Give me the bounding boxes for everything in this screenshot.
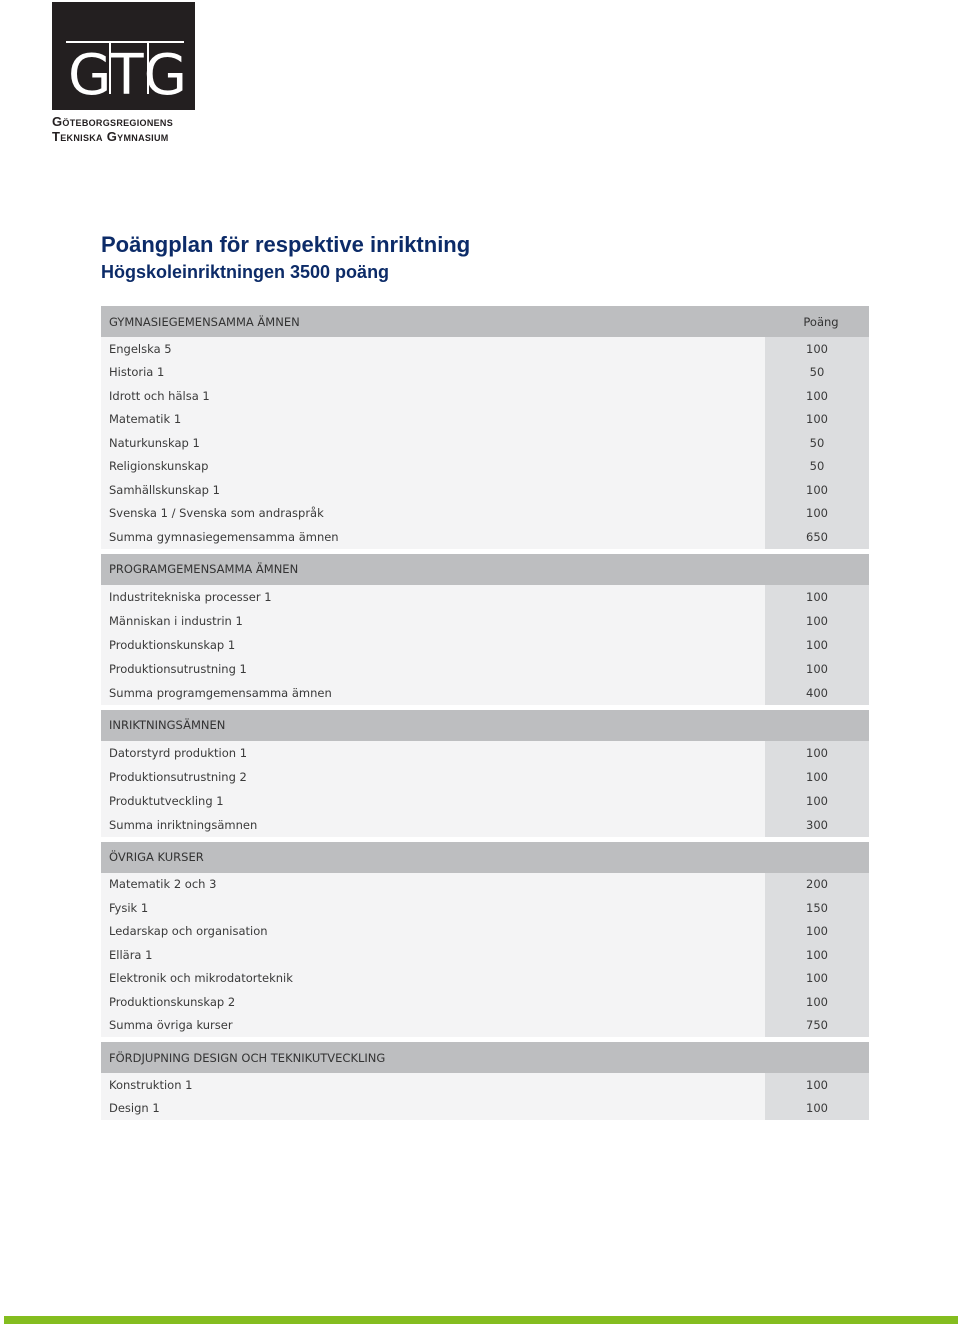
table-row <box>101 431 869 455</box>
logo-line1: Göteborgsregionens <box>52 114 174 129</box>
course-name: Engelska 5 <box>101 337 765 361</box>
course-points: 100 <box>765 609 869 633</box>
section-heading: PROGRAMGEMENSAMMA ÄMNEN <box>109 562 299 576</box>
course-name: Historia 1 <box>101 361 765 385</box>
course-name: Ledarskap och organisation <box>101 920 765 944</box>
sum-label: Summa gymnasiegemensamma ämnen <box>101 525 765 549</box>
section-inriktningsamnen <box>101 710 869 837</box>
points-heading: Poäng <box>803 314 839 329</box>
section-fordjupning <box>101 1042 869 1120</box>
section-header <box>101 1042 869 1073</box>
course-points: 150 <box>765 896 869 920</box>
course-points: 100 <box>765 990 869 1014</box>
course-name: Matematik 1 <box>101 408 765 432</box>
section-header <box>101 842 869 873</box>
table-row <box>101 633 869 657</box>
sum-row <box>101 525 869 549</box>
school-logo <box>52 2 195 110</box>
table-row <box>101 943 869 967</box>
course-name: Produktionskunskap 1 <box>101 633 765 657</box>
course-name: Människan i industrin 1 <box>101 609 765 633</box>
sum-label: Summa programgemensamma ämnen <box>101 681 765 705</box>
table-row <box>101 789 869 813</box>
course-name: Datorstyrd produktion 1 <box>101 741 765 765</box>
logo-line2: Tekniska Gymnasium <box>52 129 169 144</box>
section-heading: INRIKTNINGSÄMNEN <box>109 718 226 732</box>
course-points: 100 <box>765 633 869 657</box>
course-name: Produktutveckling 1 <box>101 789 765 813</box>
table-row <box>101 502 869 526</box>
sum-row <box>101 813 869 837</box>
course-points: 100 <box>765 920 869 944</box>
section-header <box>101 306 869 337</box>
table-row <box>101 337 869 361</box>
table-row <box>101 361 869 385</box>
course-name: Matematik 2 och 3 <box>101 873 765 897</box>
course-name: Produktionskunskap 2 <box>101 990 765 1014</box>
course-name: Samhällskunskap 1 <box>101 478 765 502</box>
course-points: 100 <box>765 765 869 789</box>
table-row <box>101 920 869 944</box>
page-subtitle: Högskoleinriktningen 3500 poäng <box>101 262 390 282</box>
course-name: Idrott och hälsa 1 <box>101 384 765 408</box>
table-row <box>101 896 869 920</box>
table-row <box>101 1097 869 1121</box>
logo-text <box>52 114 202 144</box>
section-gymnasiegemensamma <box>101 306 869 549</box>
course-name: Naturkunskap 1 <box>101 431 765 455</box>
course-name: Religionskunskap <box>101 455 765 479</box>
course-points: 100 <box>765 1097 869 1121</box>
section-header <box>101 554 869 585</box>
table-row <box>101 609 869 633</box>
course-points: 100 <box>765 741 869 765</box>
course-name: Ellära 1 <box>101 943 765 967</box>
sum-points: 750 <box>765 1014 869 1038</box>
course-name: Elektronik och mikrodatorteknik <box>101 967 765 991</box>
course-points: 100 <box>765 1073 869 1097</box>
course-points: 100 <box>765 384 869 408</box>
table-row <box>101 873 869 897</box>
gtg-logo-mark <box>52 2 195 110</box>
footer-accent-bar <box>4 1316 958 1324</box>
course-points: 50 <box>765 361 869 385</box>
sum-points: 300 <box>765 813 869 837</box>
section-ovriga-kurser <box>101 842 869 1038</box>
course-points: 50 <box>765 431 869 455</box>
table-row <box>101 585 869 609</box>
section-heading: FÖRDJUPNING DESIGN OCH TEKNIKUTVECKLING <box>109 1050 386 1065</box>
sum-row <box>101 681 869 705</box>
sum-row <box>101 1014 869 1038</box>
table-row <box>101 384 869 408</box>
section-heading: GYMNASIEGEMENSAMMA ÄMNEN <box>109 314 300 329</box>
section-header <box>101 710 869 741</box>
table-row <box>101 408 869 432</box>
course-name: Konstruktion 1 <box>101 1073 765 1097</box>
table-row <box>101 478 869 502</box>
course-points: 100 <box>765 789 869 813</box>
course-points: 100 <box>765 943 869 967</box>
table-row <box>101 455 869 479</box>
course-name: Produktionsutrustning 2 <box>101 765 765 789</box>
course-points: 100 <box>765 967 869 991</box>
sum-points: 400 <box>765 681 869 705</box>
course-points: 200 <box>765 873 869 897</box>
course-name: Produktionsutrustning 1 <box>101 657 765 681</box>
table-row <box>101 741 869 765</box>
course-name: Fysik 1 <box>101 896 765 920</box>
sum-label: Summa övriga kurser <box>101 1014 765 1038</box>
course-points: 100 <box>765 585 869 609</box>
sum-points: 650 <box>765 525 869 549</box>
section-heading: ÖVRIGA KURSER <box>109 850 204 864</box>
course-points: 100 <box>765 502 869 526</box>
course-name: Industritekniska processer 1 <box>101 585 765 609</box>
course-points: 100 <box>765 408 869 432</box>
course-name: Design 1 <box>101 1097 765 1121</box>
table-row <box>101 765 869 789</box>
section-programgemensamma <box>101 554 869 705</box>
course-points: 100 <box>765 478 869 502</box>
sum-label: Summa inriktningsämnen <box>101 813 765 837</box>
table-row <box>101 967 869 991</box>
table-row <box>101 657 869 681</box>
course-name: Svenska 1 / Svenska som andraspråk <box>101 502 765 526</box>
table-row <box>101 990 869 1014</box>
page-title: Poängplan för respektive inriktning <box>101 232 471 257</box>
logo-mark-text: GTG <box>68 43 187 108</box>
course-points: 100 <box>765 657 869 681</box>
points-tables <box>101 306 869 1125</box>
course-points: 50 <box>765 455 869 479</box>
course-points: 100 <box>765 337 869 361</box>
table-row <box>101 1073 869 1097</box>
